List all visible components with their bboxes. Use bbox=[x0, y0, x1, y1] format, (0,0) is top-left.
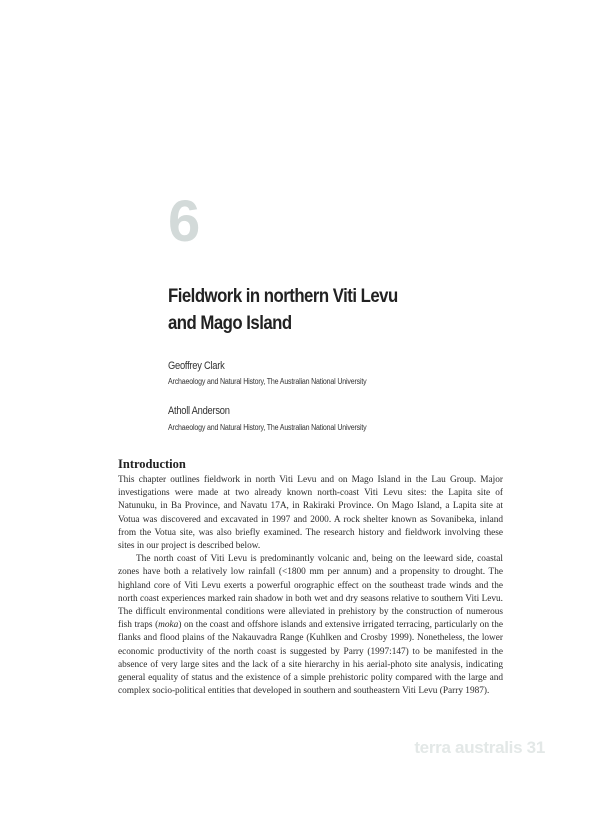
section-heading: Introduction bbox=[118, 457, 186, 471]
journal-footer: terra australis 31 bbox=[414, 738, 545, 757]
author-affiliation: Archaeology and Natural History, The Australian National University bbox=[168, 377, 367, 386]
paragraph: This chapter outlines fieldwork in north Viti Levu and on Mago Island in the Lau Group. Major investigations were made at two already known north-coast Viti Levu sites: the Lapita site of Natunuku, in Ba Province, and Navatu 17A, in Rakiraki Province. On Mago Island, a Lapita site at Votua was discovered and excavated in 1997 and 2000. A rock shelter known as Sovanibeka, inland from the Votua site, was also briefly examined. The research history and fieldwork involving these sites in our project is described below. bbox=[118, 475, 503, 552]
chapter-title bbox=[168, 283, 495, 337]
chapter-title-line-1: Fieldwork in northern Viti Levu bbox=[168, 285, 398, 307]
paragraph-text: ) on the coast and offshore islands and extensive irrigated terracing, particularly on the flanks and flood plains of the Nakauvadra Range (Kuhlken and Crosby 1999). Nonetheless, the lower economic productivity of the north coast is suggested by Parry (1997:147) to be manifested in the absence of very large sites and the lack of a site hierarchy in his aerial-photo site analysis, indicating general equality of status and the existence of a simple prehistoric polity compared with the large and complex socio-political entities that developed in southern and southeastern Viti Levu (Parry 1987). bbox=[118, 620, 503, 697]
italic-term: moka bbox=[158, 620, 179, 631]
author-affiliation: Archaeology and Natural History, The Australian National University bbox=[168, 423, 367, 432]
chapter-number: 6 bbox=[168, 189, 201, 254]
author-name: Geoffrey Clark bbox=[168, 360, 225, 372]
body-text bbox=[118, 474, 503, 698]
chapter-title-line-2: and Mago Island bbox=[168, 312, 292, 334]
author-name: Atholl Anderson bbox=[168, 405, 230, 417]
paragraph-text: The north coast of Viti Levu is predominantly volcanic and, being on the leeward side, coastal zones have both a relatively low rainfall (<1800 mm per annum) and a propensity to drought. The highland core of Viti Levu exerts a powerful orographic effect on the southeast trade winds and the north coast experiences marked rain shadow in both wet and dry seasons relative to southern Viti Levu. The difficult environmental conditions were alleviated in prehistory by the construction of numerous fish traps ( bbox=[118, 554, 503, 631]
paragraph bbox=[118, 553, 503, 698]
